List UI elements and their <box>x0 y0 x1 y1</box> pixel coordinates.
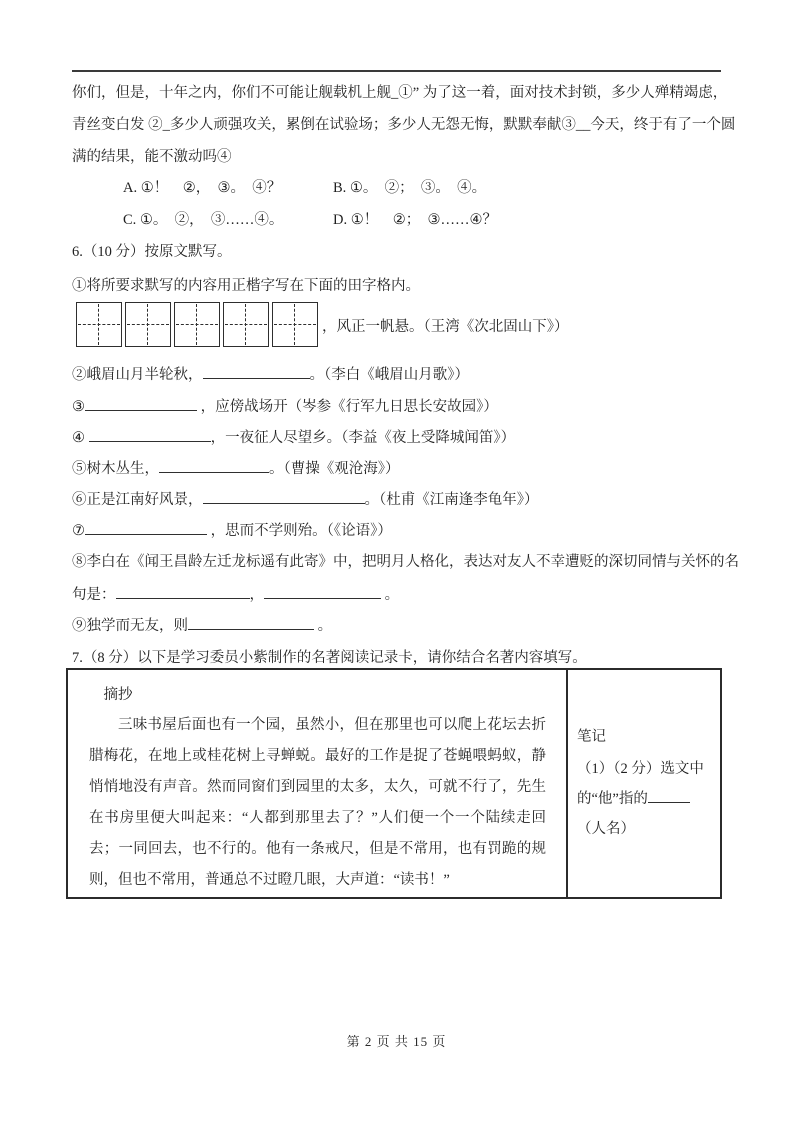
notes-title: 笔记 <box>577 729 606 745</box>
tianzige-after-text: ，风正一帆悬。（王湾《次北固山下》） <box>322 319 569 335</box>
dictation-item-9 <box>72 617 332 635</box>
tianzige-row <box>76 302 318 347</box>
dictation-pre: ③ <box>72 399 85 415</box>
dictation-item-5 <box>72 460 400 478</box>
dictation-post: ，思而不学则殆。（《论语》） <box>207 523 392 539</box>
blank-underline <box>89 429 211 442</box>
dictation-pre: ⑥正是江南好风景， <box>72 492 203 508</box>
note-text <box>577 754 712 844</box>
dictation-pre: ④ <box>72 430 89 446</box>
dictation-post: 。 <box>381 587 400 603</box>
question-6-title: 6.（10 分）按原文默写。 <box>72 244 232 260</box>
tianzige-box <box>125 302 171 347</box>
tianzige-v-line <box>294 304 295 345</box>
dictation-post: ，一夜征人尽望乡。（李益《夜上受降城闻笛》） <box>210 430 516 446</box>
excerpt-title: 摘抄 <box>103 687 133 703</box>
question-7-title: 7.（8 分）以下是学习委员小紫制作的名著阅读记录卡，请你结合名著内容填写。 <box>72 650 587 666</box>
reading-card-table <box>66 668 722 899</box>
intro-line-1: 你们，但是，十年之内，你们不可能让舰载机上舰_①” 为了这一着，面对技术封锁，多少人殚精竭虑， <box>72 85 728 101</box>
blank-underline <box>264 586 381 599</box>
dictation-item-8-line2 <box>72 586 399 604</box>
tianzige-box <box>272 302 318 347</box>
tianzige-box <box>223 302 269 347</box>
blank-underline <box>85 398 197 411</box>
top-rule <box>72 70 721 72</box>
blank-underline <box>203 366 310 379</box>
dictation-item-4 <box>72 429 515 447</box>
blank-underline <box>116 586 250 599</box>
tianzige-box <box>174 302 220 347</box>
tianzige-box <box>76 302 122 347</box>
note-post: （人名） <box>577 821 635 837</box>
tianzige-v-line <box>196 304 197 345</box>
dictation-post: 。（杜甫《江南逢李龟年》） <box>364 492 539 508</box>
dictation-pre: ⑤树木丛生， <box>72 461 159 477</box>
blank-underline <box>159 460 269 473</box>
tianzige-v-line <box>147 304 148 345</box>
question-6-sub1: ①将所要求默写的内容用正楷字写在下面的田字格内。 <box>72 278 420 294</box>
dictation-post: ，应傍战场开（岑参《行军九日思长安故园》） <box>197 399 498 415</box>
dictation-item-8-line1: ⑧李白在《闻王昌龄左迁龙标遥有此寄》中，把明月人格化，表达对友人不幸遭贬的深切同情与关怀的名 <box>72 554 739 570</box>
dictation-pre: ⑨独学而无友，则 <box>72 618 188 634</box>
blank-underline <box>188 617 314 630</box>
tianzige-h-line <box>225 324 267 325</box>
intro-line-2: 青丝变白发 ②_多少人顽强攻关，累倒在试验场；多少人无怨无悔，默默奉献③__今天，终于有了一个圆 <box>72 117 736 133</box>
option-c: C. ①。 ②， ③……④。 <box>123 212 284 228</box>
dictation-item-6 <box>72 491 539 509</box>
dictation-post: 。（曹操《观沧海》） <box>269 461 400 477</box>
tianzige-v-line <box>98 304 99 345</box>
option-d: D. ①！ ②； ③……④？ <box>333 212 497 228</box>
tianzige-v-line <box>245 304 246 345</box>
notes-cell <box>568 670 720 897</box>
dictation-pre: 句是： <box>72 587 116 603</box>
dictation-item-7 <box>72 522 392 540</box>
dictation-post: 。（李白《峨眉山月歌》） <box>309 367 469 383</box>
excerpt-text: 三味书屋后面也有一个园，虽然小，但在那里也可以爬上花坛去折腊梅花，在地上或桂花树上寻蝉蜕。最好的工作是捉了苍蝇喂蚂蚁，静悄悄地没有声音。然而同窗们到园里的太多，太久，可就不行了，先生在书房里便大叫起来：“人都到那里去了？”人们便一个一个陆续走回去；一同回去，也不行的。他有一条戒尺，但是不常用，也有罚跪的规则，但也不常用，普通总不过瞪几眼，大声道：“读书！” <box>89 717 546 888</box>
blank-underline <box>203 491 365 504</box>
option-b: B. ①。 ②； ③。 ④。 <box>333 180 487 196</box>
tianzige-h-line <box>176 324 218 325</box>
tianzige-h-line <box>274 324 316 325</box>
dictation-item-3 <box>72 398 498 416</box>
blank-underline <box>648 790 690 803</box>
dictation-pre: ②峨眉山月半轮秋， <box>72 367 203 383</box>
excerpt-cell <box>68 670 568 897</box>
dictation-item-2 <box>72 366 469 384</box>
note-pre: （1）（2 分）选文中的“他”指的 <box>577 761 704 807</box>
page-number-footer: 第 2 页 共 15 页 <box>346 1034 447 1049</box>
blank-underline <box>85 522 207 535</box>
tianzige-h-line <box>127 324 169 325</box>
option-a: A. ①！ ②， ③。 ④？ <box>123 180 282 196</box>
tianzige-h-line <box>78 324 120 325</box>
intro-line-3: 满的结果，能不激动吗④ <box>72 149 232 165</box>
dictation-post: 。 <box>314 618 333 634</box>
dictation-pre: ⑦ <box>72 523 85 539</box>
dictation-mid: ， <box>249 587 264 603</box>
